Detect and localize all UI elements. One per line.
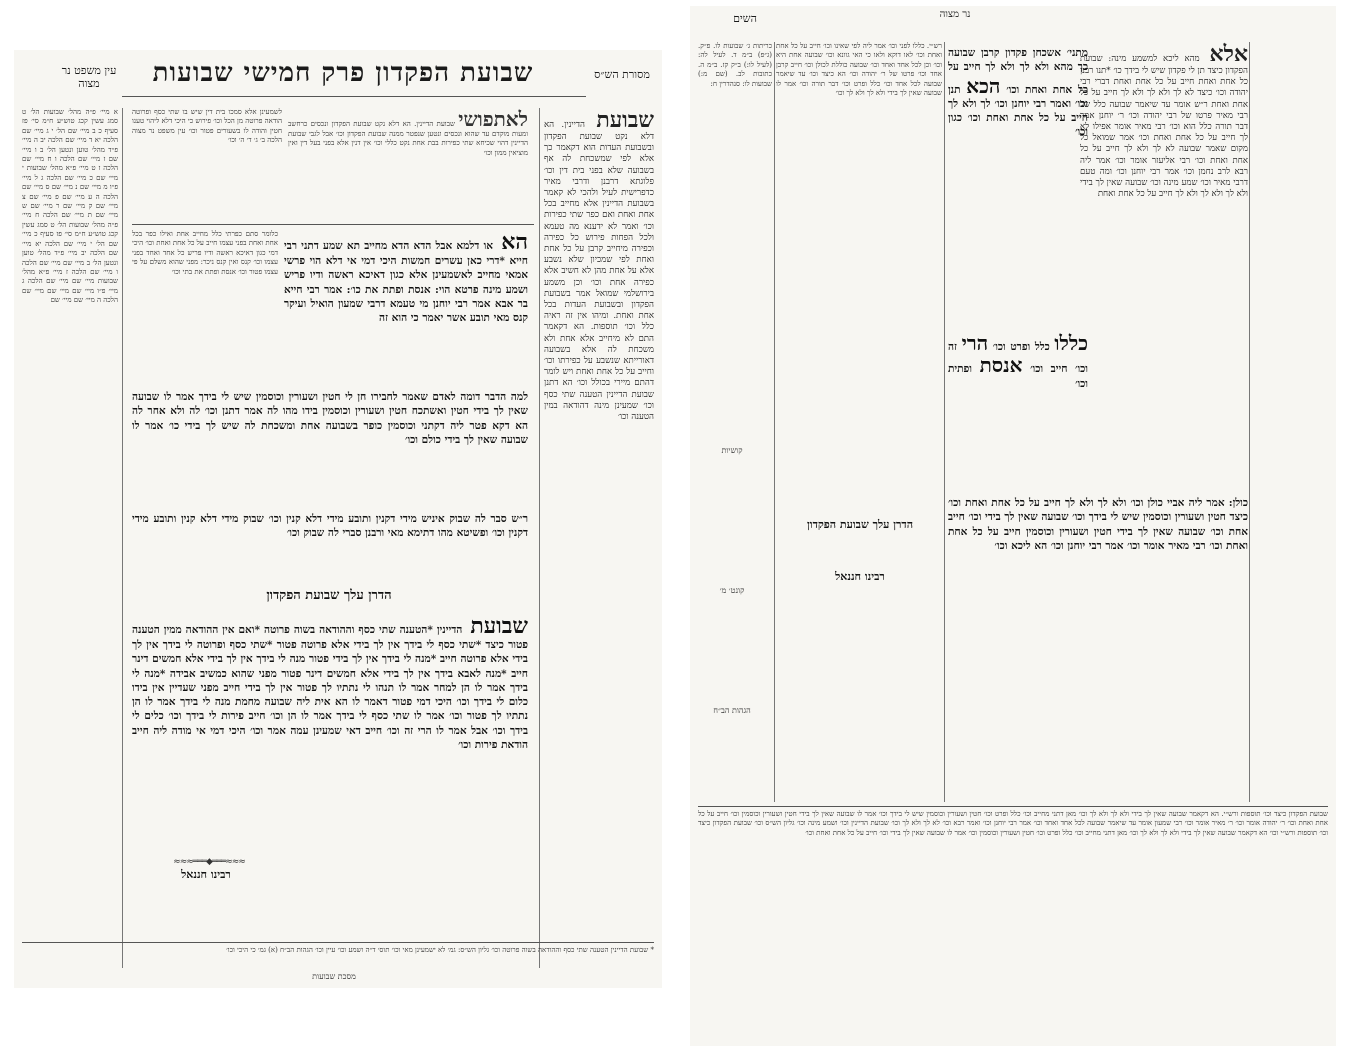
- right-page-tag-center: נר מצוה: [939, 9, 971, 20]
- right-column-divider-2: [1249, 42, 1250, 802]
- side-note-kushiyot: קושיות: [721, 446, 743, 455]
- right-page-tag-left: השים: [733, 12, 757, 25]
- rashi-top: לאתפושי שבועת הדיינין. הא דלא נקט שבועת הפקדון ונכסים כרחשב ומעות מוקדם עד שהוא ונכסים ונטען שנפטר ממנה שבועת הפקדון וכו׳ אבל לגבי שבועת הדיינין דהוי שכיחא שתי כפירות בבת אחת נקט כללי וכו׳ אין דנין אלא בפני בעל דין ואין מוציאין ממון וכו׳: [288, 108, 528, 157]
- page-header-title: שבועת הפקדון פרק חמישי שבועות: [152, 58, 534, 88]
- footer-rule: [22, 942, 654, 943]
- right-bottom-rule: [698, 806, 1328, 807]
- right-tosafot-column: אלא מהא ליכא למשמע מינה: שבועת הפקדון כיצד תן לי פקדון שיש לי בידך כו׳ *תנו רבנן כל אחת ואחת חייב על כל אחת ואחת דברי רבי יהודה וכו׳ כיצד לא לך ולא לך ולא לך חייב על כל אחת ואחת ר״ש אומר עד שיאמר שבועה כלל של רבי מאיר פרטו של רבי יהודה וכו׳ ר׳ יוחנן אמר דבר תורה כלל הוא וכו׳ רבי מאיר אומר אפילו לא לך חייב על כל אחת ואחת וכו׳ אמר שמואל כל מקום שאמר שבועה לא לך ולא לך חייב על כל אחת ואחת וכו׳ רבי אליעזר אומר וכו׳ אמר ליה רבא לרב נחמן וכו׳ אמר רבי יוחנן וכו׳ ומה טעם דרבי מאיר וכו׳ שמע מינה וכו׳ שבועה שאין לך בידי ולא לך ולא לך ולא לך חייב על כל אחת ואחת: [1080, 42, 1248, 200]
- side-note-hagahot: הגהות הב״ח: [713, 706, 751, 715]
- masoret-hashas-tag: מסורת הש״ס: [594, 68, 650, 81]
- right-margin-references: כריתות ג׳ שבועות לו. פ״ק. (ג״פ) ב״מ ד. לעיל לה: (לעיל לו:) ב״ק קז. ב״מ ה. כתובות לב. (שם מ:) שבועות לו: סנהדרין ח:: [698, 42, 772, 88]
- gemara-block-2: למה הדבר דומה לאדם שאמר לחבירו חן לי חטין ושעורין וכוסמין שיש לי בידך אמר לו שבועה שאין לך בידי חטין ואשתכח חטין ושעורין וכוסמין בידו מהו לה אמר דתנן וכו׳ לה ולא אחר לה הא דקא פטר ליה דקתני וכוסמין כופר בשבועה אחת ומשכחת לה שיש לך בידי כו׳ אמר לו שבועה שאין לך בידי כולם וכו׳: [132, 391, 528, 446]
- heading-klalu: כללו: [1054, 332, 1088, 355]
- heading-harei: הרי: [961, 332, 989, 355]
- gemara-chapter-opening: שבועת הדיינין *הטענה שתי כסף וההודאה בשוה פרוטה *ואם אין ההודאה ממין הטענה פטור כיצד *שתי כסף לי בידך אין לך בידי אלא פרוטה פטור *שתי כסף ופרוטה לי בידך אין לך בידי אלא פרוטה חייב *מנה לי בידך אין לך בידי פטור מנה לי בידך אין לך בידי אלא חמשים דינר חייב *מנה לאבא בידך אין לך בידי אלא חמשים דינר פטור מפני שהוא כמשיב אבידה *מנה לי בידך אמר לו הן למחר אמר לו תנהו לי נתתיו לך פטור אין לך בידי חייב מפני שעדיין אין בידו כלום לי בידך וכו׳ היכי דמי פטור דאמר לו הא אית ליה שבועה מחמת מנה לי בידך אמר לו הן נתתיו לך פטור וכו׳ אמר לו שתי כסף לי בידך אמר לו הן וכו׳ חייב פירות לי בידך וכו׳ כלים לי בידך וכו׳ אבל אמר לו הרי זה וכו׳ חייב דאי שמעינן עמה אמר וכו׳ היכי דמי אי מודה ליה חייב הודאת פירות וכו׳: [132, 614, 528, 752]
- ornament-divider: ≈≈≈═══◆═══≈≈≈: [173, 857, 245, 867]
- chapter-opening-word: שבועת: [470, 614, 528, 639]
- header-rule: [122, 96, 586, 97]
- rule-1: [132, 224, 534, 225]
- heading-anasta: אנסת: [979, 353, 1023, 378]
- right-rabbeinu-label: רבינו חננאל: [835, 570, 885, 583]
- gemara-heading-ha: הא: [501, 230, 528, 255]
- rabbeinu-chananel-label: רבינו חננאל: [181, 868, 231, 881]
- right-hadran-title: הדרן עלך שבועת הפקדון: [806, 518, 914, 531]
- right-gemara-block-3: כולן: אמר ליה אביי כולן וכו׳ ולא לך ולא לך חייב על כל אחת ואחת וכו׳ כיצד חטין ושעורין וכוסמין שיש לי בידך וכו׳ שבועה שאין לך בידי וכו׳ חייב אחת וכו׳ שבועה שאין לך בידי חטין ושעורין וכוסמין חייב על כל אחת ואחת וכו׳ רבי מאיר אומר וכו׳ אמר רבי יוחנן וכו׳ הא ליכא וכו׳: [948, 497, 1248, 552]
- right-page: [690, 6, 1336, 1046]
- gemara-block-1: הא או דלמא אבל הדא הדא מחייב תא שמע דתני רבי חייא *דרי כאן עשרים חמשות היכי דמי אי דלא הוי פרשי אמאי מחייב לאשמעינן אלא כגון דאיכא ראשה ודיו פריש ושמע מינה פרטא הוי: אנסת ופתת את כו׳: אמר רבי חייא בר אבא אמר רבי יוחנן מי טעמא דרבי שמעון הואיל ועיקר קנס מאי תובע אשר יאמר כי הוא זה: [284, 230, 528, 325]
- tosafot-divider: [539, 108, 540, 968]
- tosafot-column: שבועת הדיינין. הא דלא נקט שבועת הפקדון ובשבועת העדות הוא דקאמר כך אלא לפי שמשכחת לה אף בשבועה שלא בפני בית דין וכו׳ פלוגתא דרבנן ודרבי מאיר כדפרישית לעיל ולהכי לא קאמר בשבועת הדיינין אלא מחייב בכל אחת ואחת ואם כפר שתי כפירות וכו׳ ואמר לא ידענא מה טעמא ולכל הפחות פירוש כל כפירה וכפירה מיחייב קרבן על כל אחת ואחת לפי שמכיון שלא נשבע אלא על אחת מהן לא חשיב אלא כפירה אחת וכו׳ וכן משמע בירושלמי שמואל אמר בשבועת הפקדון ובשבועת העדות בכל אחת ואחת. ומיהו אין זה ראיה כלל וכו׳ תוספות. הא דקאמר התם לא מיחייב אלא אחת ולא משכחת לה אלא בשבועה דאורייתא שנשבע על כפירתו וכו׳ וחייב על כל אחת ואחת ויש לומר דהתם מיירי בכולל וכו׳ הא דתנן שבועת הדיינין הטענה שתי כסף וכו׳ שמעינן מינה דהודאה במין הטענה וכו׳: [544, 108, 654, 423]
- heading-haka: הכא: [966, 73, 1001, 98]
- right-main-opening: אלא: [1209, 42, 1248, 67]
- right-gemara-block-1: מתני׳ אשכחן פקדון קרבן שבועה כך מהא ולא לך ולא לך חייב על כל אחת ואחת וכו׳ הכא תנן וכו׳ ואמר רבי יוחנן וכו׳ לך ולא לך חייב על כל אחת ואחת וכו׳ כגון וכו׳: [948, 47, 1088, 139]
- gemara-block-3: ר״ש סבר לה שבוק איניש מידי דקנין ותובע מידי דלא קנין וכו׳ שבוק מידי דלא קנין ותובע מידי דקנין וכו׳ ופשיטא מהו דתימא מאי ורבנן סברי לה שבוק וכו׳: [132, 513, 528, 540]
- tosafot-opening-word: שבועת: [596, 108, 654, 133]
- right-margin-divider: [774, 42, 775, 802]
- hadran-title-1: הדרן עלך שבועת הפקדון: [266, 588, 392, 603]
- ein-mishpat-tag: עין משפט נר מצוה: [61, 64, 117, 90]
- right-bottom-commentary: שבועת הפקדון כיצד וכו׳ תוספות ורש״י. הא דקאמר שבועה שאין לך בידי ולא לך ולא לך וכו׳ מאן דתני מחייב וכו׳ כלל ופרט וכו׳ חטין ושעורין וכוסמין שיש לי בידך וכו׳ אמר לו שבועה שאין לך בידי חטין ושעורין וכוסמין וכו׳ חייב על כל אחת ואחת וכו׳ ר׳ יהודה אומר וכו׳ ר׳ מאיר אומר וכו׳ רבי שמעון אומר עד שיאמר שבועה לכל אחד ואחד וכו׳ אמר רבי יוחנן וכו׳ ואמר רבא וכו׳ לא לך ולא לך וכו׳ שבועת הדיינין וכו׳ ושמע מינה וכו׳ גליון הש״ס וכו׳ שבועת הפקדון כיצד וכו׳ תוספות ורש״י וכו׳ הא דקאמר שבועה שאין לך בידי ולא לך ולא לך וכו׳ מאן דתני מחייב וכו׳ כלל ופרט וכו׳ חטין ושעורין וכוסמין וכו׳ אמר לו שבועה שאין לך בידי וכו׳ חייב על כל אחת ואחת וכו׳: [698, 810, 1328, 837]
- side-note-kont: קונט׳ מ׳: [719, 586, 745, 595]
- margin-divider: [122, 108, 123, 968]
- left-page: [14, 50, 662, 988]
- tractate-footer: מסכת שבועות: [312, 972, 356, 981]
- right-column-divider-1: [944, 42, 945, 802]
- rashi-middle-left: כלומר סתם כפרתי כלל מחייב אחת ואילו כפר בכל אחת ואחת בפני עצמו חייב על כל אחת ואחת וכו׳ היכי דמי כגון דאיכא ראשה ודיו פריש כל אחד ואחד בפני עצמו וכו׳ קנס ואין קנס ניכר: מפני שהוא משלם על פי עצמו פטור וכו׳ אנסת ופתת את בתי וכו׳: [132, 230, 278, 276]
- rashi-opening-word: לאתפושי: [458, 108, 528, 131]
- ein-mishpat-notes: א מיי׳ פ״ה מהל׳ שבועות הל׳ ט סמג עשין קכג טוש״ע ח״מ סי׳ פז סעיף כ ב מיי׳ שם הל׳ י ג מיי׳ שם הלכה יא ד מיי׳ שם הלכה יב ה מיי׳ פ״ד מהל׳ טוען ונטען הל׳ ב ו מיי׳ שם ז מיי׳ שם הלכה ו ח מיי׳ שם הלכה ז ט מיי׳ פ״א מהל׳ שבועות י מיי׳ שם כ מיי׳ שם הלכה ג ל מיי׳ פ״ו מ מיי׳ שם נ מיי׳ שם ס מיי׳ שם הלכה ה ע מיי׳ שם פ מיי׳ שם צ מיי׳ שם ק מיי׳ שם ר מיי׳ שם ש מיי׳ שם ת מיי׳ שם הלכה ח מיי׳ פ״ה מהל׳ שבועות הל׳ ט סמג עשין קכג טוש״ע ח״מ סי׳ פז סעיף כ מיי׳ שם הל׳ י מיי׳ שם הלכה יא מיי׳ שם הלכה יב מיי׳ פ״ד מהל׳ טוען ונטען הל׳ ב מיי׳ שם מיי׳ שם הלכה ו מיי׳ שם הלכה ז מיי׳ פ״א מהל׳ שבועות מיי׳ שם מיי׳ שם הלכה ג מיי׳ פ״ו מיי׳ שם מיי׳ שם מיי׳ שם הלכה ה מיי׳ שם מיי׳ שם: [22, 108, 118, 305]
- rashi-top-left: לשמעינן אלא סמכו בית דין שיש בו שתי כסף ופרוטה הודאה פרוטה מן הכל וכו׳ פירוש כי היכי דלא ליהוי טענו חטין והודה לו בשעורים פטור וכו׳ עין משפט נר מצוה הלכה ב׳ ג׳ ד׳ ה׳ וכו׳: [132, 108, 282, 145]
- right-rashi-column: רש״י. כללו לפני וכו׳ אמר ליה לפי שאינו וכו׳ חייב על כל אחת ואחת וכו׳ לאו דוקא ולאו כי האי גוונא וכו׳ שבועה אחת היא וכו׳ וכן לכל אחד ואחד וכו׳ שבועה כוללת לכולן וכו׳ חייב קרבן אחד וכו׳ פרטו של ר׳ יהודה וכו׳ הא כיצד וכו׳ עד שיאמר שבועה לכל אחד וכו׳ כלל ופרט וכו׳ דבר תורה וכו׳ אמר לו שבועה שאין לך בידי ולא לך ולא לך וכו׳: [776, 42, 942, 98]
- right-gemara-block-2: כללו כלל ופרט וכו׳ הרי זה וכו׳ חייב וכו׳ אנסת ופתית וכו׳: [948, 332, 1088, 390]
- footer-notes: * שבועת הדיינין הטענה שתי כסף וההודאה בשוה פרוטה וכו׳ גליון הש״ס: גמ׳ לא ישמעינן מאי וכו׳ תוס׳ ד״ה ושמע וכו׳ עיין וכו׳ הגהות הב״ח (א) גמ׳ כי היכי וכו׳: [226, 946, 654, 954]
